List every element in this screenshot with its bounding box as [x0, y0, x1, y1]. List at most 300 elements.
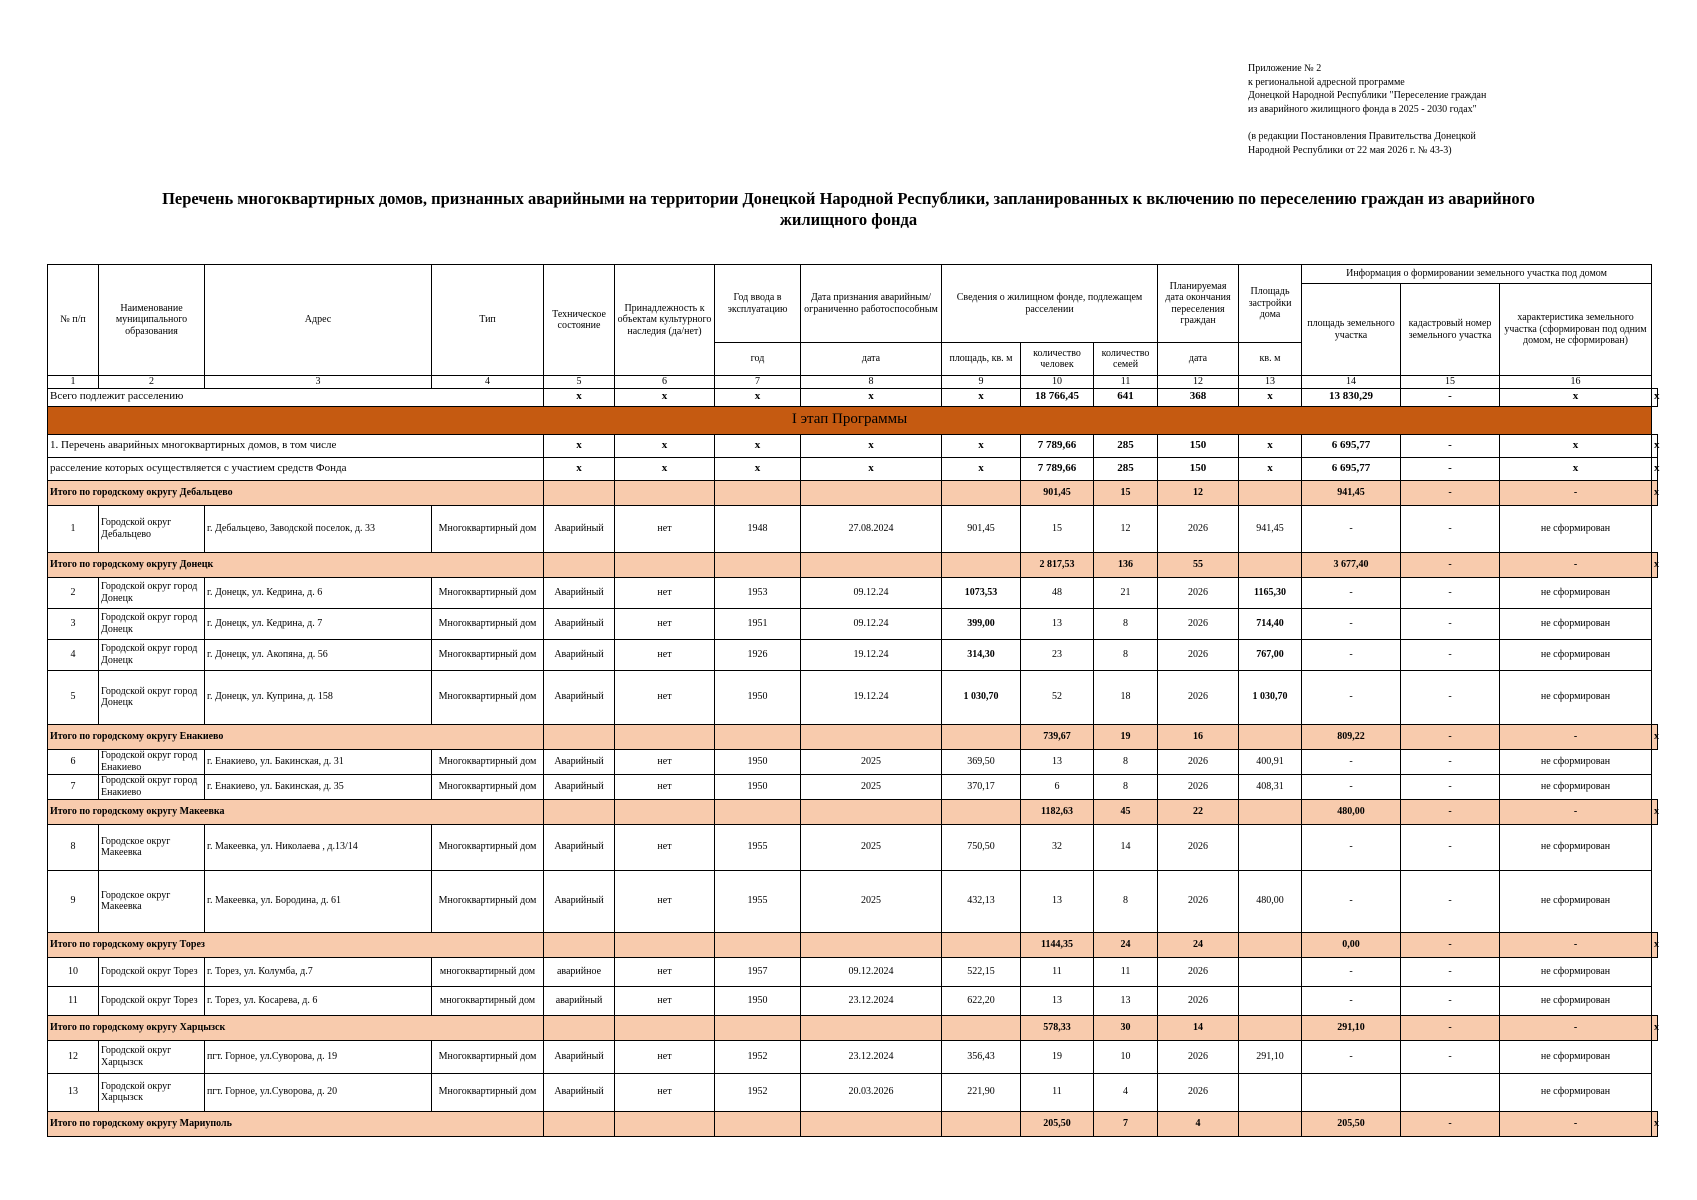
built-area-cell: 1165,30	[1239, 577, 1302, 608]
area-cell: 356,43	[942, 1040, 1021, 1073]
list-row-cell: x	[1239, 457, 1302, 480]
column-number: 5	[544, 376, 615, 389]
subtotal-people: 30	[1094, 1015, 1158, 1040]
people-cell: 13	[1021, 986, 1094, 1015]
land-char-cell: не сформирован	[1500, 577, 1652, 608]
column-number: 12	[1158, 376, 1239, 389]
address-cell: пгт. Горное, ул.Суворова, д. 20	[205, 1073, 432, 1111]
header-built-area: Площадь застройки дома	[1239, 265, 1302, 343]
land-char-cell: не сформирован	[1500, 639, 1652, 670]
land-char-cell: не сформирован	[1500, 1040, 1652, 1073]
unit-date: дата	[1158, 343, 1239, 376]
column-numbers-row	[48, 376, 1658, 389]
subtotal-label: Итого по городскому округу Донецк	[48, 552, 544, 577]
row-number: 2	[48, 577, 99, 608]
type-cell: многоквартирный дом	[432, 986, 544, 1015]
subtotal-row	[48, 932, 1658, 957]
built-area-cell: 291,10	[1239, 1040, 1302, 1073]
subtotal-empty	[615, 799, 715, 824]
planned-date-cell: 2026	[1158, 1073, 1239, 1111]
header-condition: Техническое состояние	[544, 265, 615, 376]
planned-date-cell: 2026	[1158, 639, 1239, 670]
subtotal-land-char: x	[1652, 480, 1658, 505]
subtotal-area: 901,45	[1021, 480, 1094, 505]
column-number: 7	[715, 376, 801, 389]
house-row	[48, 824, 1658, 870]
subtotal-people: 24	[1094, 932, 1158, 957]
house-row	[48, 608, 1658, 639]
subtotal-cadastral: -	[1500, 799, 1652, 824]
people-cell: 48	[1021, 577, 1094, 608]
total-cell: x	[1239, 388, 1302, 406]
land-char-cell: не сформирован	[1500, 986, 1652, 1015]
cadastral-cell: -	[1401, 577, 1500, 608]
subtotal-built-area: 480,00	[1302, 799, 1401, 824]
column-number: 16	[1500, 376, 1652, 389]
area-cell: 1 030,70	[942, 670, 1021, 724]
year-cell: 1950	[715, 670, 801, 724]
subtotal-families: 55	[1158, 552, 1239, 577]
land-char-cell: не сформирован	[1500, 670, 1652, 724]
area-cell: 314,30	[942, 639, 1021, 670]
heritage-cell: нет	[615, 774, 715, 799]
list-row-label: 1. Перечень аварийных многоквартирных домов, в том числе	[48, 434, 544, 457]
subtotal-empty	[615, 932, 715, 957]
subtotal-row	[48, 480, 1658, 505]
area-cell: 399,00	[942, 608, 1021, 639]
municipality-cell: Городской округ город Донецк	[99, 608, 205, 639]
families-cell: 11	[1094, 957, 1158, 986]
address-cell: г. Макеевка, ул. Николаева , д.13/14	[205, 824, 432, 870]
column-number: 3	[205, 376, 432, 389]
land-area-cell: -	[1302, 986, 1401, 1015]
cadastral-cell: -	[1401, 986, 1500, 1015]
families-cell: 13	[1094, 986, 1158, 1015]
condition-cell: Аварийный	[544, 824, 615, 870]
subtotal-families: 16	[1158, 724, 1239, 749]
list-row-cell: x	[715, 457, 801, 480]
municipality-cell: Городской округ город Донецк	[99, 639, 205, 670]
cadastral-cell: -	[1401, 824, 1500, 870]
total-cell: x	[801, 388, 942, 406]
list-row-cell: 6 695,77	[1302, 457, 1401, 480]
planned-date-cell: 2026	[1158, 577, 1239, 608]
list-row-cell: x	[1652, 457, 1658, 480]
heritage-cell: нет	[615, 505, 715, 552]
total-cell: x	[715, 388, 801, 406]
subtotal-land-char: x	[1652, 1111, 1658, 1136]
header-recognition: Дата признания аварийным/ограниченно работоспособным	[801, 265, 942, 343]
year-cell: 1948	[715, 505, 801, 552]
people-cell: 52	[1021, 670, 1094, 724]
address-cell: г. Енакиево, ул. Бакинская, д. 31	[205, 749, 432, 774]
area-cell: 221,90	[942, 1073, 1021, 1111]
subtotal-empty	[544, 1111, 615, 1136]
subtotal-label: Итого по городскому округу Дебальцево	[48, 480, 544, 505]
list-row	[48, 457, 1658, 480]
families-cell: 4	[1094, 1073, 1158, 1111]
cadastral-cell: -	[1401, 774, 1500, 799]
condition-cell: аварийное	[544, 957, 615, 986]
row-number: 7	[48, 774, 99, 799]
address-cell: г. Макеевка, ул. Бородина, д. 61	[205, 870, 432, 932]
planned-date-cell: 2026	[1158, 1040, 1239, 1073]
year-cell: 1953	[715, 577, 801, 608]
house-row	[48, 1073, 1658, 1111]
subtotal-families: 24	[1158, 932, 1239, 957]
area-cell: 750,50	[942, 824, 1021, 870]
subtotal-built-area: 3 677,40	[1302, 552, 1401, 577]
heritage-cell: нет	[615, 670, 715, 724]
people-cell: 13	[1021, 608, 1094, 639]
list-row-label: расселение которых осуществляется с участием средств Фонда	[48, 457, 544, 480]
families-cell: 8	[1094, 639, 1158, 670]
house-row	[48, 639, 1658, 670]
planned-date-cell: 2026	[1158, 670, 1239, 724]
type-cell: Многоквартирный дом	[432, 1073, 544, 1111]
address-cell: г. Донецк, ул. Кедрина, д. 7	[205, 608, 432, 639]
unit-date: дата	[801, 343, 942, 376]
subtotal-empty	[1239, 552, 1302, 577]
row-number: 10	[48, 957, 99, 986]
recognition-date-cell: 09.12.2024	[801, 957, 942, 986]
list-row-cell: x	[942, 457, 1021, 480]
address-cell: г. Донецк, ул. Кедрина, д. 6	[205, 577, 432, 608]
condition-cell: Аварийный	[544, 1073, 615, 1111]
total-cell: 18 766,45	[1021, 388, 1094, 406]
subtotal-people: 136	[1094, 552, 1158, 577]
total-cell: x	[544, 388, 615, 406]
subtotal-families: 12	[1158, 480, 1239, 505]
subtotal-families: 4	[1158, 1111, 1239, 1136]
subtotal-empty	[942, 932, 1021, 957]
subtotal-empty	[715, 1111, 801, 1136]
subtotal-area: 2 817,53	[1021, 552, 1094, 577]
list-row-cell: x	[615, 457, 715, 480]
cadastral-cell: -	[1401, 1040, 1500, 1073]
list-row	[48, 434, 1658, 457]
unit-year: год	[715, 343, 801, 376]
total-cell: x	[942, 388, 1021, 406]
subtotal-area: 205,50	[1021, 1111, 1094, 1136]
subtotal-row	[48, 1111, 1658, 1136]
year-cell: 1955	[715, 824, 801, 870]
heritage-cell: нет	[615, 1040, 715, 1073]
subtotal-label: Итого по городскому округу Торез	[48, 932, 544, 957]
subtotal-cadastral: -	[1500, 480, 1652, 505]
column-number: 14	[1302, 376, 1401, 389]
subtotal-row	[48, 724, 1658, 749]
column-number: 9	[942, 376, 1021, 389]
subtotal-empty	[942, 724, 1021, 749]
heritage-cell: нет	[615, 608, 715, 639]
land-area-cell: -	[1302, 749, 1401, 774]
subtotal-land-char: x	[1652, 799, 1658, 824]
list-row-cell: x	[801, 434, 942, 457]
condition-cell: Аварийный	[544, 670, 615, 724]
condition-cell: аварийный	[544, 986, 615, 1015]
subtotal-empty	[1239, 1015, 1302, 1040]
municipality-cell: Городской округ город Енакиево	[99, 774, 205, 799]
total-cell: 641	[1094, 388, 1158, 406]
house-row	[48, 774, 1658, 799]
list-row-cell: 6 695,77	[1302, 434, 1401, 457]
list-row-cell: x	[1652, 434, 1658, 457]
annex-note	[1248, 62, 1486, 157]
planned-date-cell: 2026	[1158, 957, 1239, 986]
planned-date-cell: 2026	[1158, 608, 1239, 639]
year-cell: 1957	[715, 957, 801, 986]
subtotal-people: 7	[1094, 1111, 1158, 1136]
stage-row	[48, 406, 1658, 434]
subtotal-empty	[715, 724, 801, 749]
header-municipality: Наименование муниципального образования	[99, 265, 205, 376]
list-row-cell: x	[615, 434, 715, 457]
subtotal-families: 14	[1158, 1015, 1239, 1040]
type-cell: Многоквартирный дом	[432, 1040, 544, 1073]
subtotal-cadastral: -	[1500, 932, 1652, 957]
edition-line: (в редакции Постановления Правительства Донецкой	[1248, 131, 1476, 142]
subtotal-land-area: -	[1401, 480, 1500, 505]
municipality-cell: Городской округ Торез	[99, 957, 205, 986]
subtotal-area: 578,33	[1021, 1015, 1094, 1040]
people-cell: 6	[1021, 774, 1094, 799]
people-cell: 11	[1021, 1073, 1094, 1111]
municipality-cell: Городской округ город Енакиево	[99, 749, 205, 774]
subtotal-empty	[715, 799, 801, 824]
land-char-cell: не сформирован	[1500, 824, 1652, 870]
subtotal-row	[48, 1015, 1658, 1040]
families-cell: 18	[1094, 670, 1158, 724]
header-land-char: характеристика земельного участка (сформирован под одним домом, не сформирован)	[1500, 284, 1652, 376]
total-cell: -	[1401, 388, 1500, 406]
total-cell: x	[615, 388, 715, 406]
annex-line: из аварийного жилищного фонда в 2025 - 2030 годах"	[1248, 103, 1477, 115]
subtotal-built-area: 291,10	[1302, 1015, 1401, 1040]
year-cell: 1955	[715, 870, 801, 932]
house-row	[48, 670, 1658, 724]
recognition-date-cell: 2025	[801, 749, 942, 774]
land-area-cell	[1302, 1073, 1401, 1111]
column-number: 8	[801, 376, 942, 389]
land-char-cell: не сформирован	[1500, 957, 1652, 986]
subtotal-empty	[1239, 799, 1302, 824]
row-number: 6	[48, 749, 99, 774]
subtotal-land-char: x	[1652, 1015, 1658, 1040]
municipality-cell: Городское округ Макеевка	[99, 824, 205, 870]
type-cell: Многоквартирный дом	[432, 505, 544, 552]
house-row	[48, 577, 1658, 608]
families-cell: 8	[1094, 608, 1158, 639]
column-number: 1	[48, 376, 99, 389]
address-cell: г. Торез, ул. Колумба, д.7	[205, 957, 432, 986]
list-row-cell: x	[801, 457, 942, 480]
recognition-date-cell: 19.12.24	[801, 670, 942, 724]
built-area-cell: 1 030,70	[1239, 670, 1302, 724]
people-cell: 11	[1021, 957, 1094, 986]
house-row	[48, 505, 1658, 552]
municipality-cell: Городской округ город Донецк	[99, 670, 205, 724]
land-char-cell: не сформирован	[1500, 774, 1652, 799]
type-cell: многоквартирный дом	[432, 957, 544, 986]
subtotal-cadastral: -	[1500, 1015, 1652, 1040]
heritage-cell: нет	[615, 824, 715, 870]
house-row	[48, 1040, 1658, 1073]
people-cell: 13	[1021, 870, 1094, 932]
subtotal-empty	[801, 932, 942, 957]
year-cell: 1950	[715, 986, 801, 1015]
column-number: 11	[1094, 376, 1158, 389]
subtotal-area: 1182,63	[1021, 799, 1094, 824]
built-area-cell: 480,00	[1239, 870, 1302, 932]
subtotal-label: Итого по городскому округу Макеевка	[48, 799, 544, 824]
header-cadastral: кадастровый номер земельного участка	[1401, 284, 1500, 376]
house-row	[48, 870, 1658, 932]
address-cell: г. Дебальцево, Заводской поселок, д. 33	[205, 505, 432, 552]
built-area-cell	[1239, 1073, 1302, 1111]
heritage-cell: нет	[615, 986, 715, 1015]
subtotal-land-area: -	[1401, 932, 1500, 957]
list-row-cell: 7 789,66	[1021, 457, 1094, 480]
families-cell: 8	[1094, 870, 1158, 932]
people-cell: 13	[1021, 749, 1094, 774]
house-row	[48, 957, 1658, 986]
year-cell: 1952	[715, 1073, 801, 1111]
subtotal-empty	[715, 932, 801, 957]
houses-table	[47, 264, 1658, 1137]
land-char-cell: не сформирован	[1500, 505, 1652, 552]
area-cell: 432,13	[942, 870, 1021, 932]
row-number: 12	[48, 1040, 99, 1073]
row-number: 4	[48, 639, 99, 670]
families-cell: 14	[1094, 824, 1158, 870]
built-area-cell	[1239, 986, 1302, 1015]
recognition-date-cell: 2025	[801, 774, 942, 799]
subtotal-empty	[615, 1111, 715, 1136]
planned-date-cell: 2026	[1158, 505, 1239, 552]
list-row-cell: x	[1500, 457, 1652, 480]
subtotal-empty	[715, 552, 801, 577]
subtotal-land-area: -	[1401, 1015, 1500, 1040]
families-cell: 12	[1094, 505, 1158, 552]
subtotal-people: 19	[1094, 724, 1158, 749]
land-area-cell: -	[1302, 577, 1401, 608]
total-cell: 368	[1158, 388, 1239, 406]
subtotal-cadastral: -	[1500, 552, 1652, 577]
cadastral-cell	[1401, 1073, 1500, 1111]
built-area-cell	[1239, 957, 1302, 986]
heritage-cell: нет	[615, 1073, 715, 1111]
subtotal-empty	[615, 552, 715, 577]
land-area-cell: -	[1302, 1040, 1401, 1073]
heritage-cell: нет	[615, 577, 715, 608]
address-cell: г. Донецк, ул. Куприна, д. 158	[205, 670, 432, 724]
address-cell: г. Енакиево, ул. Бакинская, д. 35	[205, 774, 432, 799]
header-heritage: Принадлежность к объектам культурного наследия (да/нет)	[615, 265, 715, 376]
header-type: Тип	[432, 265, 544, 376]
subtotal-empty	[544, 480, 615, 505]
subtotal-empty	[801, 724, 942, 749]
cadastral-cell: -	[1401, 505, 1500, 552]
land-area-cell: -	[1302, 957, 1401, 986]
subtotal-empty	[801, 552, 942, 577]
subtotal-empty	[942, 1111, 1021, 1136]
list-row-cell: x	[544, 457, 615, 480]
header-land-area: площадь земельного участка	[1302, 284, 1401, 376]
list-row-cell: -	[1401, 434, 1500, 457]
type-cell: Многоквартирный дом	[432, 824, 544, 870]
recognition-date-cell: 09.12.24	[801, 577, 942, 608]
subtotal-built-area: 0,00	[1302, 932, 1401, 957]
condition-cell: Аварийный	[544, 608, 615, 639]
subtotal-built-area: 809,22	[1302, 724, 1401, 749]
subtotal-empty	[715, 480, 801, 505]
people-cell: 32	[1021, 824, 1094, 870]
subtotal-land-char: x	[1652, 724, 1658, 749]
subtotal-row	[48, 799, 1658, 824]
column-number: 4	[432, 376, 544, 389]
planned-date-cell: 2026	[1158, 986, 1239, 1015]
municipality-cell: Городское округ Макеевка	[99, 870, 205, 932]
built-area-cell: 714,40	[1239, 608, 1302, 639]
recognition-date-cell: 27.08.2024	[801, 505, 942, 552]
planned-date-cell: 2026	[1158, 749, 1239, 774]
subtotal-cadastral: -	[1500, 724, 1652, 749]
list-row-cell: x	[1500, 434, 1652, 457]
subtotal-empty	[1239, 480, 1302, 505]
total-cell: x	[1652, 388, 1658, 406]
municipality-cell: Городской округ Дебальцево	[99, 505, 205, 552]
land-char-cell: не сформирован	[1500, 749, 1652, 774]
column-number: 10	[1021, 376, 1094, 389]
area-cell: 901,45	[942, 505, 1021, 552]
list-row-cell: -	[1401, 457, 1500, 480]
heritage-cell: нет	[615, 870, 715, 932]
municipality-cell: Городской округ Харцызск	[99, 1040, 205, 1073]
subtotal-label: Итого по городскому округу Енакиево	[48, 724, 544, 749]
header-year: Год ввода в эксплуатацию	[715, 265, 801, 343]
subtotal-land-char: x	[1652, 552, 1658, 577]
address-cell: пгт. Горное, ул.Суворова, д. 19	[205, 1040, 432, 1073]
list-row-cell: 150	[1158, 457, 1239, 480]
list-row-cell: 285	[1094, 457, 1158, 480]
families-cell: 10	[1094, 1040, 1158, 1073]
subtotal-empty	[801, 799, 942, 824]
cadastral-cell: -	[1401, 608, 1500, 639]
cadastral-cell: -	[1401, 670, 1500, 724]
land-char-cell: не сформирован	[1500, 870, 1652, 932]
land-char-cell: не сформирован	[1500, 608, 1652, 639]
subtotal-row	[48, 552, 1658, 577]
subtotal-empty	[544, 799, 615, 824]
land-area-cell: -	[1302, 639, 1401, 670]
subtotal-people: 45	[1094, 799, 1158, 824]
header-housing: Сведения о жилищном фонде, подлежащем расселении	[942, 265, 1158, 343]
edition-line: Народной Республики от 22 мая 2026 г. № 43-3)	[1248, 144, 1452, 156]
type-cell: Многоквартирный дом	[432, 670, 544, 724]
document-title	[60, 188, 1637, 230]
subtotal-land-area: -	[1401, 1111, 1500, 1136]
condition-cell: Аварийный	[544, 870, 615, 932]
heritage-cell: нет	[615, 639, 715, 670]
subtotal-empty	[615, 724, 715, 749]
area-cell: 1073,53	[942, 577, 1021, 608]
row-number: 5	[48, 670, 99, 724]
year-cell: 1950	[715, 749, 801, 774]
built-area-cell: 400,91	[1239, 749, 1302, 774]
area-cell: 370,17	[942, 774, 1021, 799]
list-row-cell: x	[715, 434, 801, 457]
